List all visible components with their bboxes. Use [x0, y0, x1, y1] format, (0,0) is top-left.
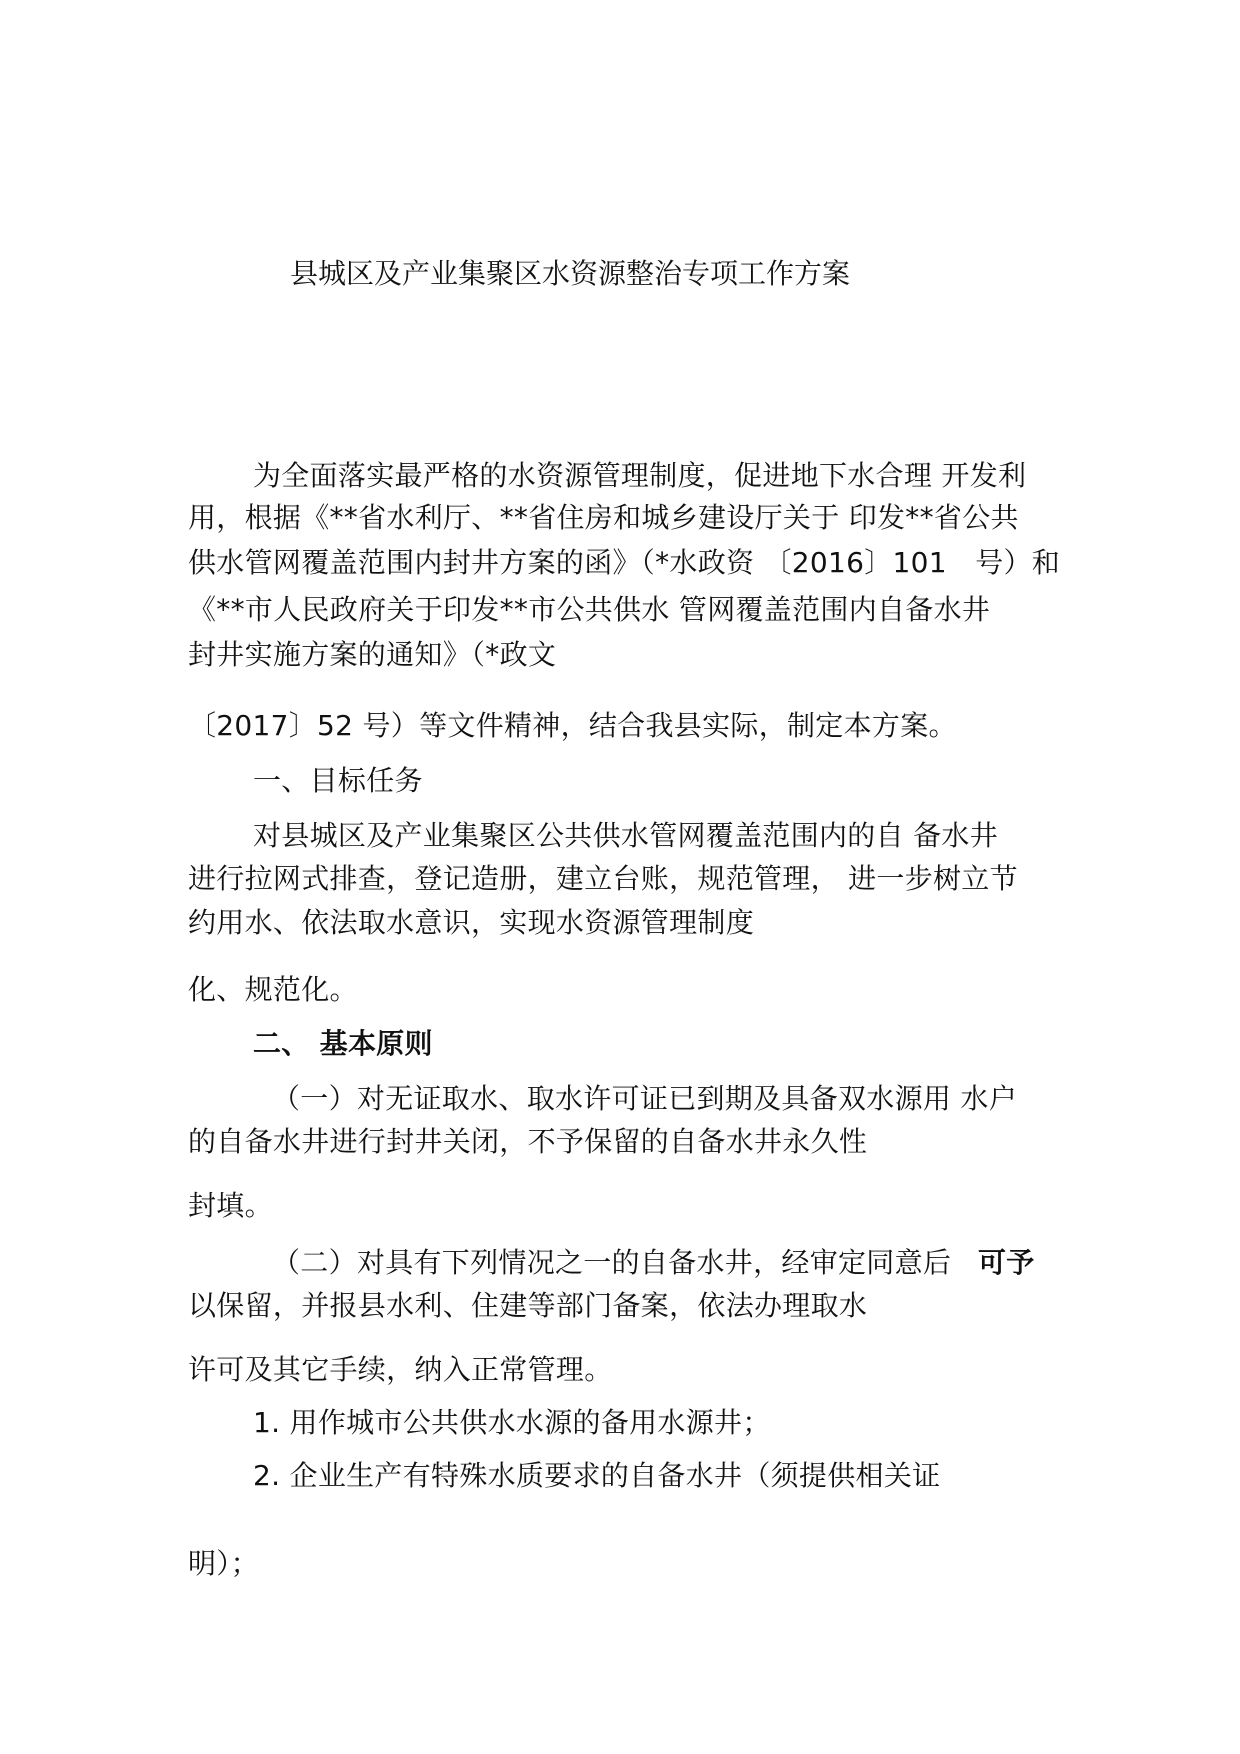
paragraph-line: 的自备水井进行封井关闭，不予保留的自备水井永久性: [188, 1125, 868, 1158]
paragraph-line: 约用水、依法取水意识，实现水资源管理制度: [188, 906, 755, 939]
section-heading: 二、 基本原则: [253, 1027, 433, 1060]
list-item: 1. 用作城市公共供水水源的备用水源井；: [253, 1406, 771, 1439]
paragraph-line: 以保留，并报县水利、住建等部门备案，依法办理取水: [188, 1289, 868, 1322]
paragraph-line: 《**市人民政府关于印发**市公共供水 管网覆盖范围内自备水井: [188, 593, 991, 626]
paragraph-line: 对县城区及产业集聚区公共供水管网覆盖范围内的自 备水井: [253, 819, 999, 852]
paragraph-line-end: 可予: [978, 1246, 1035, 1279]
paragraph-line: （二）对具有下列情况之一的自备水井，经审定同意后: [272, 1246, 952, 1279]
document-title: 县城区及产业集聚区水资源整治专项工作方案: [290, 257, 851, 290]
paragraph-line: 封填。: [188, 1189, 273, 1222]
paragraph-line: 封井实施方案的通知》（*政文: [188, 638, 557, 671]
paragraph-line: （一）对无证取水、取水许可证已到期及具备双水源用 水户: [272, 1082, 1018, 1115]
paragraph-line: 明）；: [188, 1547, 259, 1580]
paragraph-line: 用，根据《**省水利厅、**省住房和城乡建设厅关于 印发**省公共: [188, 501, 1019, 534]
paragraph-line: 供水管网覆盖范围内封井方案的函》（*水政资 〔2016〕101 号）和: [188, 546, 1061, 579]
section-heading: 一、目标任务: [253, 764, 423, 797]
list-item: 2. 企业生产有特殊水质要求的自备水井（须提供相关证: [253, 1459, 941, 1492]
paragraph-line: 〔2017〕52 号）等文件精神，结合我县实际，制定本方案。: [188, 709, 957, 742]
paragraph-line: 进行拉网式排查，登记造册，建立台账，规范管理， 进一步树立节: [188, 862, 1018, 895]
paragraph-line: 为全面落实最严格的水资源管理制度，促进地下水合理 开发利: [253, 459, 1027, 492]
paragraph-line: 化、规范化。: [188, 973, 358, 1006]
paragraph-line: 许可及其它手续，纳入正常管理。: [188, 1353, 613, 1386]
